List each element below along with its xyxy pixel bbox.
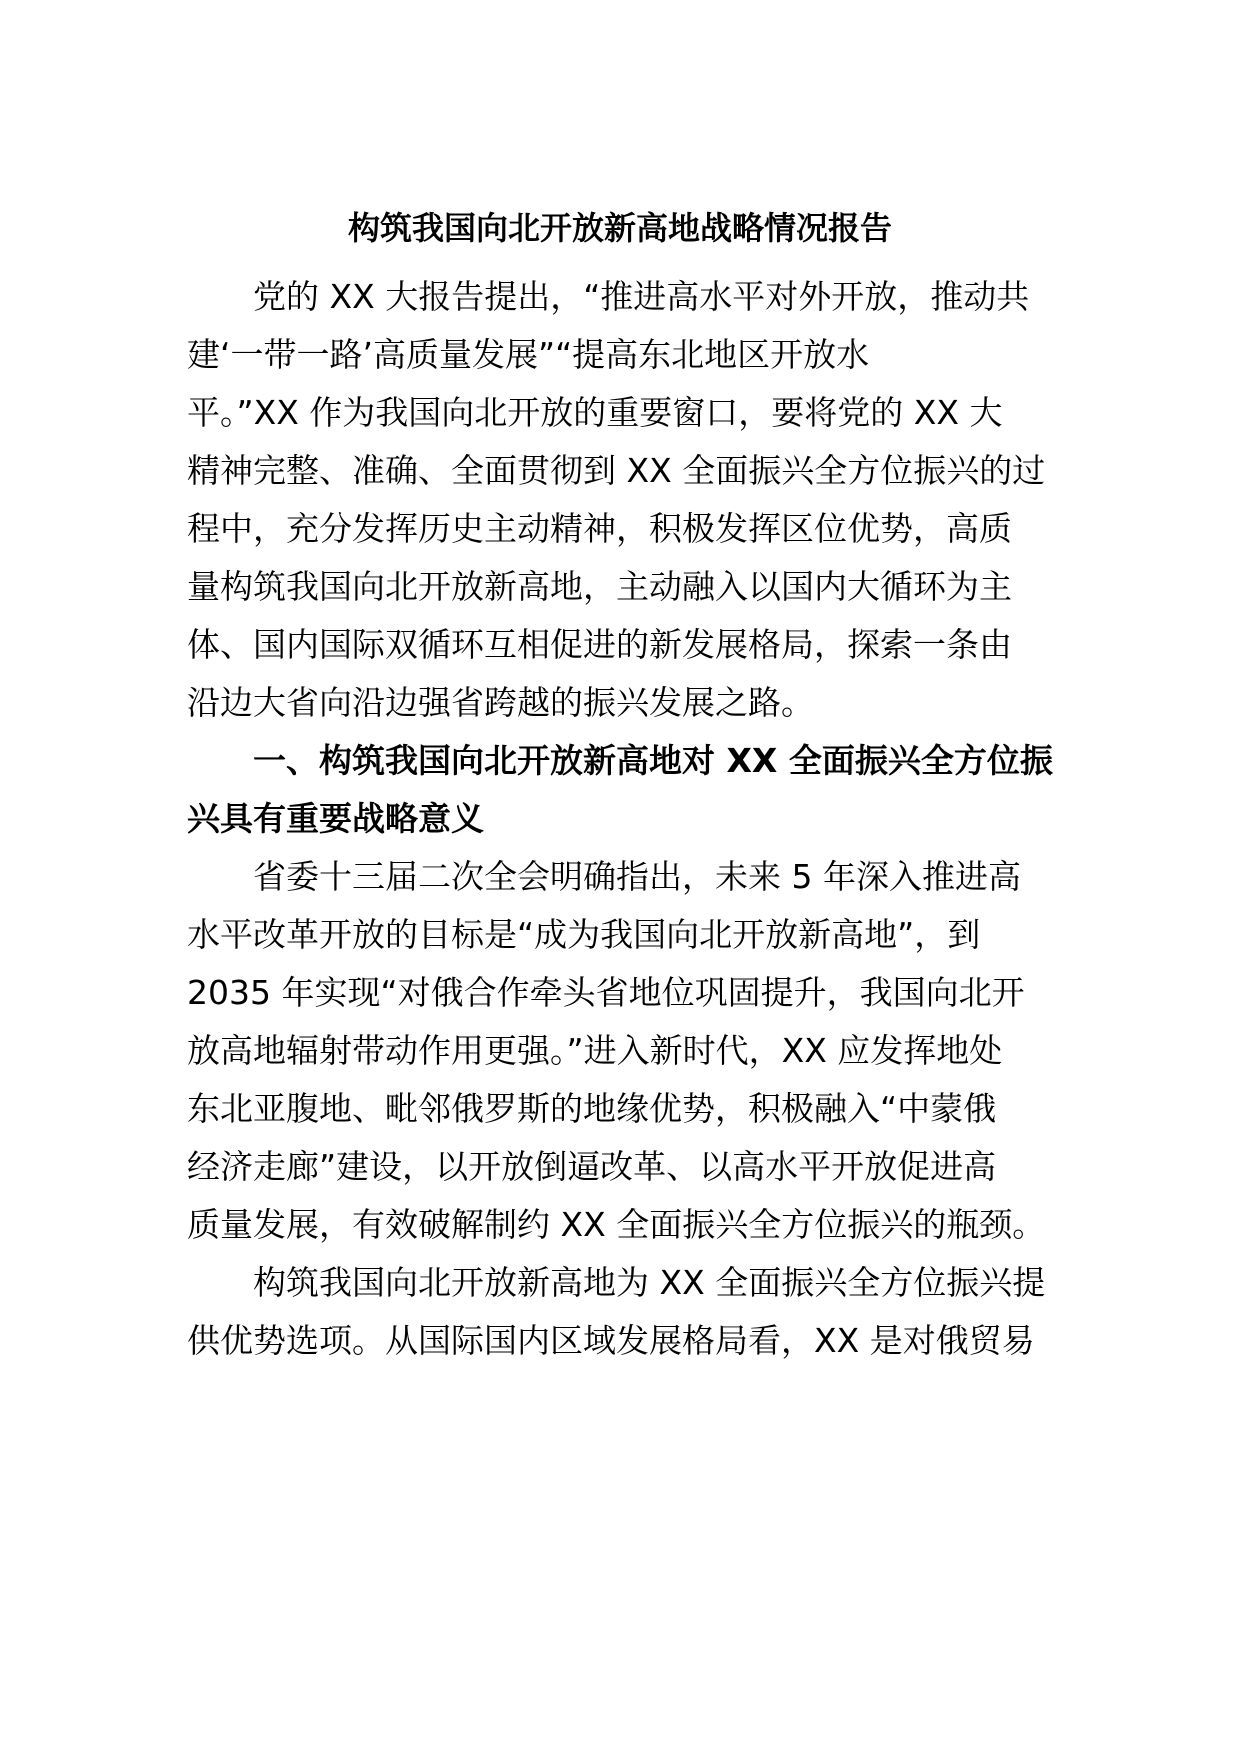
paragraph-line: 2035 年实现“对俄合作牵头省地位巩固提升，我国向北开 <box>187 973 1025 1012</box>
paragraph-line: 建‘一带一路’高质量发展”“提高东北地区开放水 <box>187 335 870 374</box>
paragraph-line: 体、国内国际双循环互相促进的新发展格局，探索一条由 <box>187 625 1012 664</box>
paragraph-line: 构筑我国向北开放新高地为 XX 全面振兴全方位振兴提 <box>187 1263 1046 1302</box>
paragraph-line: 平。”XX 作为我国向北开放的重要窗口，要将党的 XX 大 <box>187 393 1003 432</box>
paragraph-line: 放高地辐射带动作用更强。”进入新时代，XX 应发挥地处 <box>187 1031 1003 1070</box>
paragraph-line: 经济走廊”建设，以开放倒逼改革、以高水平开放促进高 <box>187 1147 997 1186</box>
paragraph-line: 精神完整、准确、全面贯彻到 XX 全面振兴全方位振兴的过 <box>187 451 1046 490</box>
paragraph-line: 水平改革开放的目标是“成为我国向北开放新高地”，到 <box>187 915 981 954</box>
paragraph-line: 省委十三届二次全会明确指出，未来 5 年深入推进高 <box>187 857 1021 896</box>
paragraph-line: 程中，充分发挥历史主动精神，积极发挥区位优势，高质 <box>187 509 1012 548</box>
section-heading-line: 兴具有重要战略意义 <box>187 799 484 838</box>
paragraph-line: 供优势选项。从国际国内区域发展格局看，XX 是对俄贸易 <box>187 1321 1035 1360</box>
paragraph-line: 质量发展，有效破解制约 XX 全面振兴全方位振兴的瓶颈。 <box>187 1205 1046 1244</box>
section-heading-line: 一、构筑我国向北开放新高地对 XX 全面振兴全方位振 <box>187 741 1053 780</box>
paragraph-line: 党的 XX 大报告提出，“推进高水平对外开放，推动共 <box>187 277 1030 316</box>
document-title: 构筑我国向北开放新高地战略情况报告 <box>347 209 892 247</box>
paragraph-line: 沿边大省向沿边强省跨越的振兴发展之路。 <box>187 683 814 722</box>
paragraph-line: 东北亚腹地、毗邻俄罗斯的地缘优势，积极融入“中蒙俄 <box>187 1089 997 1128</box>
paragraph-line: 量构筑我国向北开放新高地，主动融入以国内大循环为主 <box>187 567 1012 606</box>
